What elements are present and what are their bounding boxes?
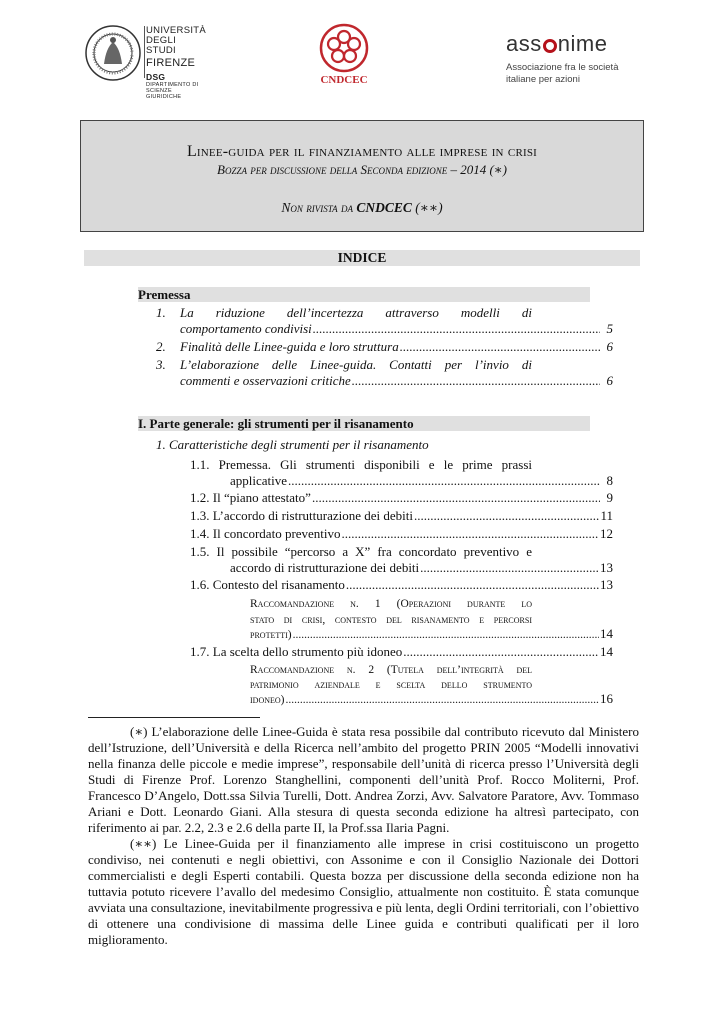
toc-item-number: 1. [156, 305, 166, 320]
toc-item-1-1[interactable] [230, 473, 613, 489]
toc-section-premessa: Premessa [138, 287, 590, 302]
toc-page-number: 11 [600, 508, 613, 523]
toc-item-text: 1.2. Il “piano attestato” [190, 490, 311, 505]
assonime-sub2: italiane per azioni [506, 74, 580, 85]
toc-page-number: 14 [600, 626, 613, 641]
toc-item-1-3[interactable] [190, 508, 613, 524]
toc-item-premessa-2[interactable] [180, 339, 613, 355]
toc-page-number: 6 [606, 373, 613, 388]
toc-page-number: 6 [606, 339, 613, 354]
toc-item-rec-1[interactable] [250, 627, 613, 642]
toc-item-text: Finalità delle Linee-guida e loro struttura [180, 339, 399, 354]
toc-leader [400, 339, 600, 355]
toc-item-text: 1.4. Il concordato preventivo [190, 526, 341, 541]
toc-section-part1: I. Parte generale: gli strumenti per il risanamento [138, 416, 590, 431]
footnote-text: Le Linee-Guida per il finanziamento alle imprese in crisi costituiscono un progetto condiviso, nei contenuti e negli obiettivi, con Assonime e con il Consiglio Nazionale dei Dottori commercialisti e degli Esperti contabili. Questa bozza per discussione della seconda edizione non ha tuttavia potuto ricevere l’avallo del medesimo Consiglio, attualmente non costituito. È stata comunque avviata una consultazione, inevitabilmente progressiva e più lenta, degli Ordini territoriali, con l’obiettivo di ottenere una condivisione di massima delle Linee guida e contributi qualificati per il loro miglioramento. [88, 836, 639, 947]
toc-leader [288, 473, 600, 489]
toc-recommendation-text: stato di crisi, contesto del risanamento e percorsi [250, 614, 532, 626]
toc-item-rec-2[interactable] [250, 692, 613, 707]
cndcec-emblem-icon [312, 22, 376, 74]
toc-item-text: commenti e osservazioni critiche [180, 373, 351, 388]
footnote-separator [88, 717, 260, 718]
toc-page-number: 13 [600, 560, 613, 575]
toc-subsection-heading: 1. Caratteristiche degli strumenti per il risanamento [156, 437, 429, 452]
toc-leader [346, 577, 599, 593]
unifi-logo [84, 22, 207, 100]
assonime-logo [506, 32, 656, 92]
toc-page-number: 16 [600, 691, 613, 706]
toc-leader [286, 693, 600, 707]
toc-item-text: comportamento condivisi [180, 321, 312, 336]
assonime-word-right: nime [557, 31, 608, 56]
assonime-ring-icon [543, 39, 557, 53]
toc-page-number: 8 [606, 473, 613, 488]
review-note [81, 200, 643, 216]
toc-leader [403, 644, 599, 660]
toc-item-number: 2. [156, 339, 166, 354]
review-note-org: CNDCEC [356, 200, 412, 215]
review-note-suffix: (∗∗) [411, 200, 443, 215]
toc-item-number: 3. [156, 357, 166, 372]
footnote-mark: (∗) [130, 724, 148, 739]
unifi-line3: FIRENZE [146, 57, 196, 69]
toc-item-premessa-1[interactable] [180, 321, 613, 337]
toc-leader [420, 560, 599, 576]
toc-item-text: 1.7. La scelta dello strumento più idoneo [190, 644, 403, 659]
toc-item-1-5[interactable] [230, 560, 613, 576]
assonime-sub1: Associazione fra le società [506, 62, 619, 73]
toc-page-number: 9 [606, 490, 613, 505]
toc-item-1-4[interactable] [190, 526, 613, 542]
toc-item-text: applicative [230, 473, 288, 488]
footnote-1 [88, 724, 639, 836]
toc-page-number: 14 [600, 644, 613, 659]
assonime-word-left: ass [506, 31, 542, 56]
toc-leader [352, 373, 600, 389]
unifi-line2: DEGLI STUDI [146, 35, 177, 56]
cndcec-label: CNDCEC [320, 74, 368, 86]
toc-page-number: 5 [606, 321, 613, 336]
toc-recommendation-text: idoneo) [250, 694, 285, 706]
unifi-seal-icon [84, 24, 142, 82]
toc-page-number: 13 [600, 577, 613, 592]
review-note-prefix: Non rivista da [281, 200, 357, 215]
unifi-wordmark [146, 26, 206, 100]
toc-item-text: La riduzione dell’incertezza attraverso modelli di [180, 305, 532, 320]
cndcec-logo [312, 22, 376, 90]
toc-item-1-7[interactable] [190, 644, 613, 660]
toc-item-text: 1.5. Il possibile “percorso a X” fra concordato preventivo e [190, 544, 532, 559]
footnote-2 [88, 836, 639, 948]
toc-item-text: 1.1. Premessa. Gli strumenti disponibili e le prime prassi [190, 457, 532, 472]
toc-item-text: accordo di ristrutturazione dei debiti [230, 560, 420, 575]
toc-recommendation-text: Raccomandazione n. 1 (Operazioni durante lo [250, 598, 532, 610]
toc-recommendation-text: patrimonio aziendale e scelta dello strumento [250, 679, 532, 691]
toc-item-text: 1.6. Contesto del risanamento [190, 577, 345, 592]
dept-line2: SCIENZE GIURIDICHE [146, 88, 182, 100]
toc-item-premessa-3[interactable] [180, 373, 613, 389]
footnote-mark: (∗∗) [130, 836, 157, 851]
document-subtitle: Bozza per discussione della Seconda edizione – 2014 (∗) [217, 162, 507, 177]
document-title: Linee-guida per il finanziamento alle imprese in crisi [186, 143, 538, 160]
unifi-line1: UNIVERSITÀ [146, 25, 207, 36]
toc-recommendation-text: protetti) [250, 629, 292, 641]
dept-line1: DIPARTIMENTO DI [146, 82, 199, 88]
toc-item-1-6[interactable] [190, 577, 613, 593]
toc-item-text: L’elaborazione delle Linee-guida. Contatti per l’invio di [180, 357, 532, 372]
title-box [80, 120, 644, 232]
index-heading: INDICE [84, 250, 640, 266]
toc-leader [313, 321, 600, 337]
toc-item-text: 1.3. L’accordo di ristrutturazione dei debiti [190, 508, 413, 523]
footnote-text: L’elaborazione delle Linee-Guida è stata resa possibile dal contributo ricevuto dal Ministero dell’Istruzione, dell’Università e della Ricerca nell’ambito del progetto PRIN 2005 “Modelli innovativi nella finanza delle piccole e medie imprese”, responsabile dell’unità di ricerca presso l’Università degli Studi di Firenze Prof. Lorenzo Stanghellini, componenti dell’unità Prof. Rocco Moliterni, Prof. Francesco D’Angelo, Dott.ssa Silvia Turelli, Dott. Andrea Zorzi, Avv. Salvatore Paratore, Avv. Tommaso Ariani e Dott. Leonardo Giani. Alla stesura di questa seconda edizione ha altresì partecipato, con riferimento ai par. 2.2, 2.3 e 2.6 della parte II, la Prof.ssa Ilaria Pagni. [88, 724, 639, 835]
toc-leader [414, 508, 599, 524]
dsg-label: DSG [146, 72, 166, 82]
unifi-divider [144, 26, 145, 78]
toc-leader [293, 628, 599, 642]
toc-page-number: 12 [600, 526, 613, 541]
toc-item-1-2[interactable] [190, 490, 613, 506]
toc-recommendation-text: Raccomandazione n. 2 (Tutela dell’integrità del [250, 664, 532, 676]
toc-leader [312, 490, 600, 506]
assonime-wordmark [506, 32, 656, 56]
toc-leader [342, 526, 599, 542]
